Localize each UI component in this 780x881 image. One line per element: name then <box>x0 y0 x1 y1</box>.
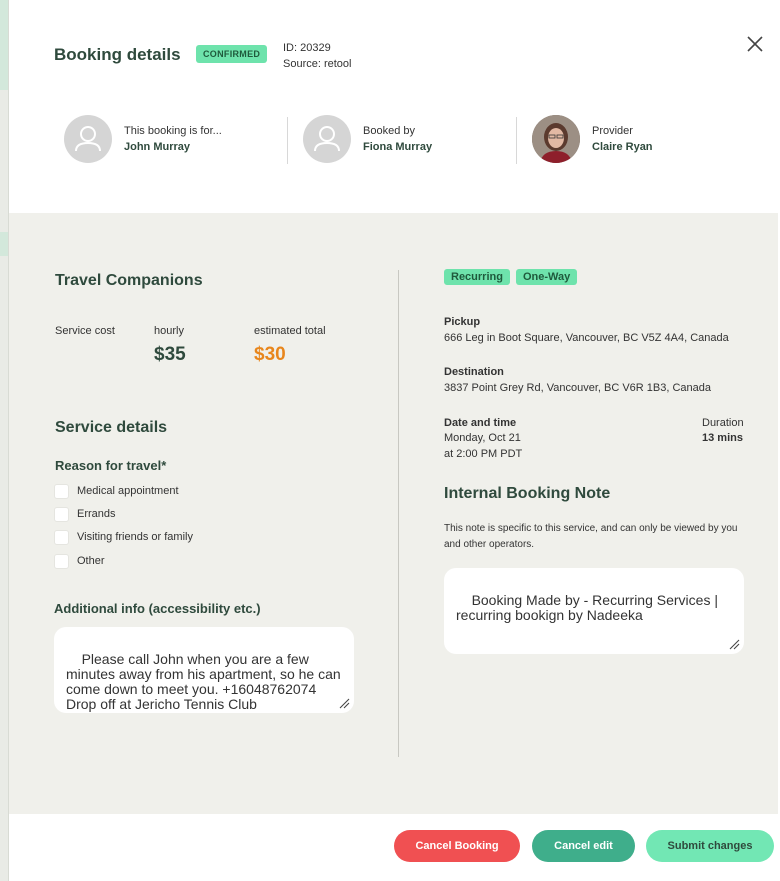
status-badge: CONFIRMED <box>196 45 267 63</box>
provider-photo-icon <box>532 115 580 163</box>
person-label: Booked by <box>363 125 415 137</box>
internal-note-text: Booking Made by - Recurring Services | recurring bookign by Nadeeka <box>456 592 722 623</box>
user-avatar-icon <box>64 115 112 163</box>
booking-body <box>9 213 778 814</box>
person-label: Provider <box>592 125 633 137</box>
close-button[interactable] <box>744 33 766 55</box>
booking-meta <box>283 40 351 72</box>
person-label: This booking is for... <box>124 125 222 137</box>
resize-handle-icon[interactable] <box>338 697 350 709</box>
tag-one-way: One-Way <box>516 269 577 285</box>
tag-recurring: Recurring <box>444 269 510 285</box>
person-provider <box>532 115 742 165</box>
duration-label: Duration <box>702 417 744 429</box>
additional-info-textarea[interactable] <box>54 627 354 713</box>
avatar-photo <box>532 115 580 163</box>
additional-info-text: Please call John when you are a few minutes away from his apartment, so he can come down to meet you. +16048762074 Drop off at Jericho Tennis Club <box>66 651 341 712</box>
person-name: Fiona Murray <box>363 141 433 153</box>
background-app-highlight <box>0 0 8 90</box>
checkbox-label: Other <box>77 555 105 567</box>
page-title: Booking details <box>54 45 181 64</box>
person-name: John Murray <box>124 141 191 153</box>
cancel-booking-button[interactable]: Cancel Booking <box>394 830 520 862</box>
submit-changes-button[interactable]: Submit changes <box>646 830 774 862</box>
avatar <box>64 115 112 163</box>
hourly-value: $35 <box>154 344 186 365</box>
service-cost-label: Service cost <box>55 325 115 337</box>
service-name-heading: Travel Companions <box>55 272 203 289</box>
person-name: Claire Ryan <box>592 141 653 153</box>
datetime-label: Date and time <box>444 417 517 429</box>
avatar <box>303 115 351 163</box>
background-app-highlight <box>0 232 8 256</box>
checkbox[interactable] <box>54 530 69 545</box>
estimated-total-value: $30 <box>254 344 286 365</box>
close-icon <box>744 33 766 55</box>
checkbox-label: Visiting friends or family <box>77 531 193 543</box>
duration-value: 13 mins <box>702 432 743 444</box>
date-value: Monday, Oct 21 <box>444 432 521 444</box>
user-avatar-icon <box>303 115 351 163</box>
booking-id: ID: 20329 <box>283 42 331 54</box>
modal-header <box>9 0 780 213</box>
hourly-label: hourly <box>154 325 184 337</box>
time-value: at 2:00 PM PDT <box>444 448 523 460</box>
booking-source: Source: retool <box>283 58 352 70</box>
column-divider <box>398 270 399 757</box>
internal-note-textarea[interactable] <box>444 568 744 654</box>
cancel-edit-button[interactable]: Cancel edit <box>532 830 635 862</box>
internal-note-description: This note is specific to this service, and can only be viewed by you and other operators. <box>444 523 738 550</box>
pickup-address: 666 Leg in Boot Square, Vancouver, BC V5Z 4A4, Canada <box>444 332 729 344</box>
checkbox-label: Errands <box>77 508 116 520</box>
booking-people <box>64 115 754 165</box>
divider <box>516 117 517 164</box>
destination-label: Destination <box>444 366 504 378</box>
resize-handle-icon[interactable] <box>728 638 740 650</box>
destination-address: 3837 Point Grey Rd, Vancouver, BC V6R 1B3, Canada <box>444 382 712 394</box>
internal-note-heading: Internal Booking Note <box>444 485 611 502</box>
estimated-total-label: estimated total <box>254 325 326 337</box>
checkbox-label: Medical appointment <box>77 485 179 497</box>
service-details-heading: Service details <box>55 419 168 436</box>
checkbox[interactable] <box>54 507 69 522</box>
additional-info-label: Additional info (accessibility etc.) <box>54 601 261 616</box>
reason-for-travel-label: Reason for travel* <box>55 458 167 473</box>
person-passenger <box>64 115 274 165</box>
pickup-label: Pickup <box>444 316 481 328</box>
divider <box>287 117 288 164</box>
person-booker <box>303 115 513 165</box>
modal-footer <box>9 814 780 881</box>
background-app-strip <box>0 0 9 881</box>
checkbox[interactable] <box>54 554 69 569</box>
checkbox[interactable] <box>54 484 69 499</box>
